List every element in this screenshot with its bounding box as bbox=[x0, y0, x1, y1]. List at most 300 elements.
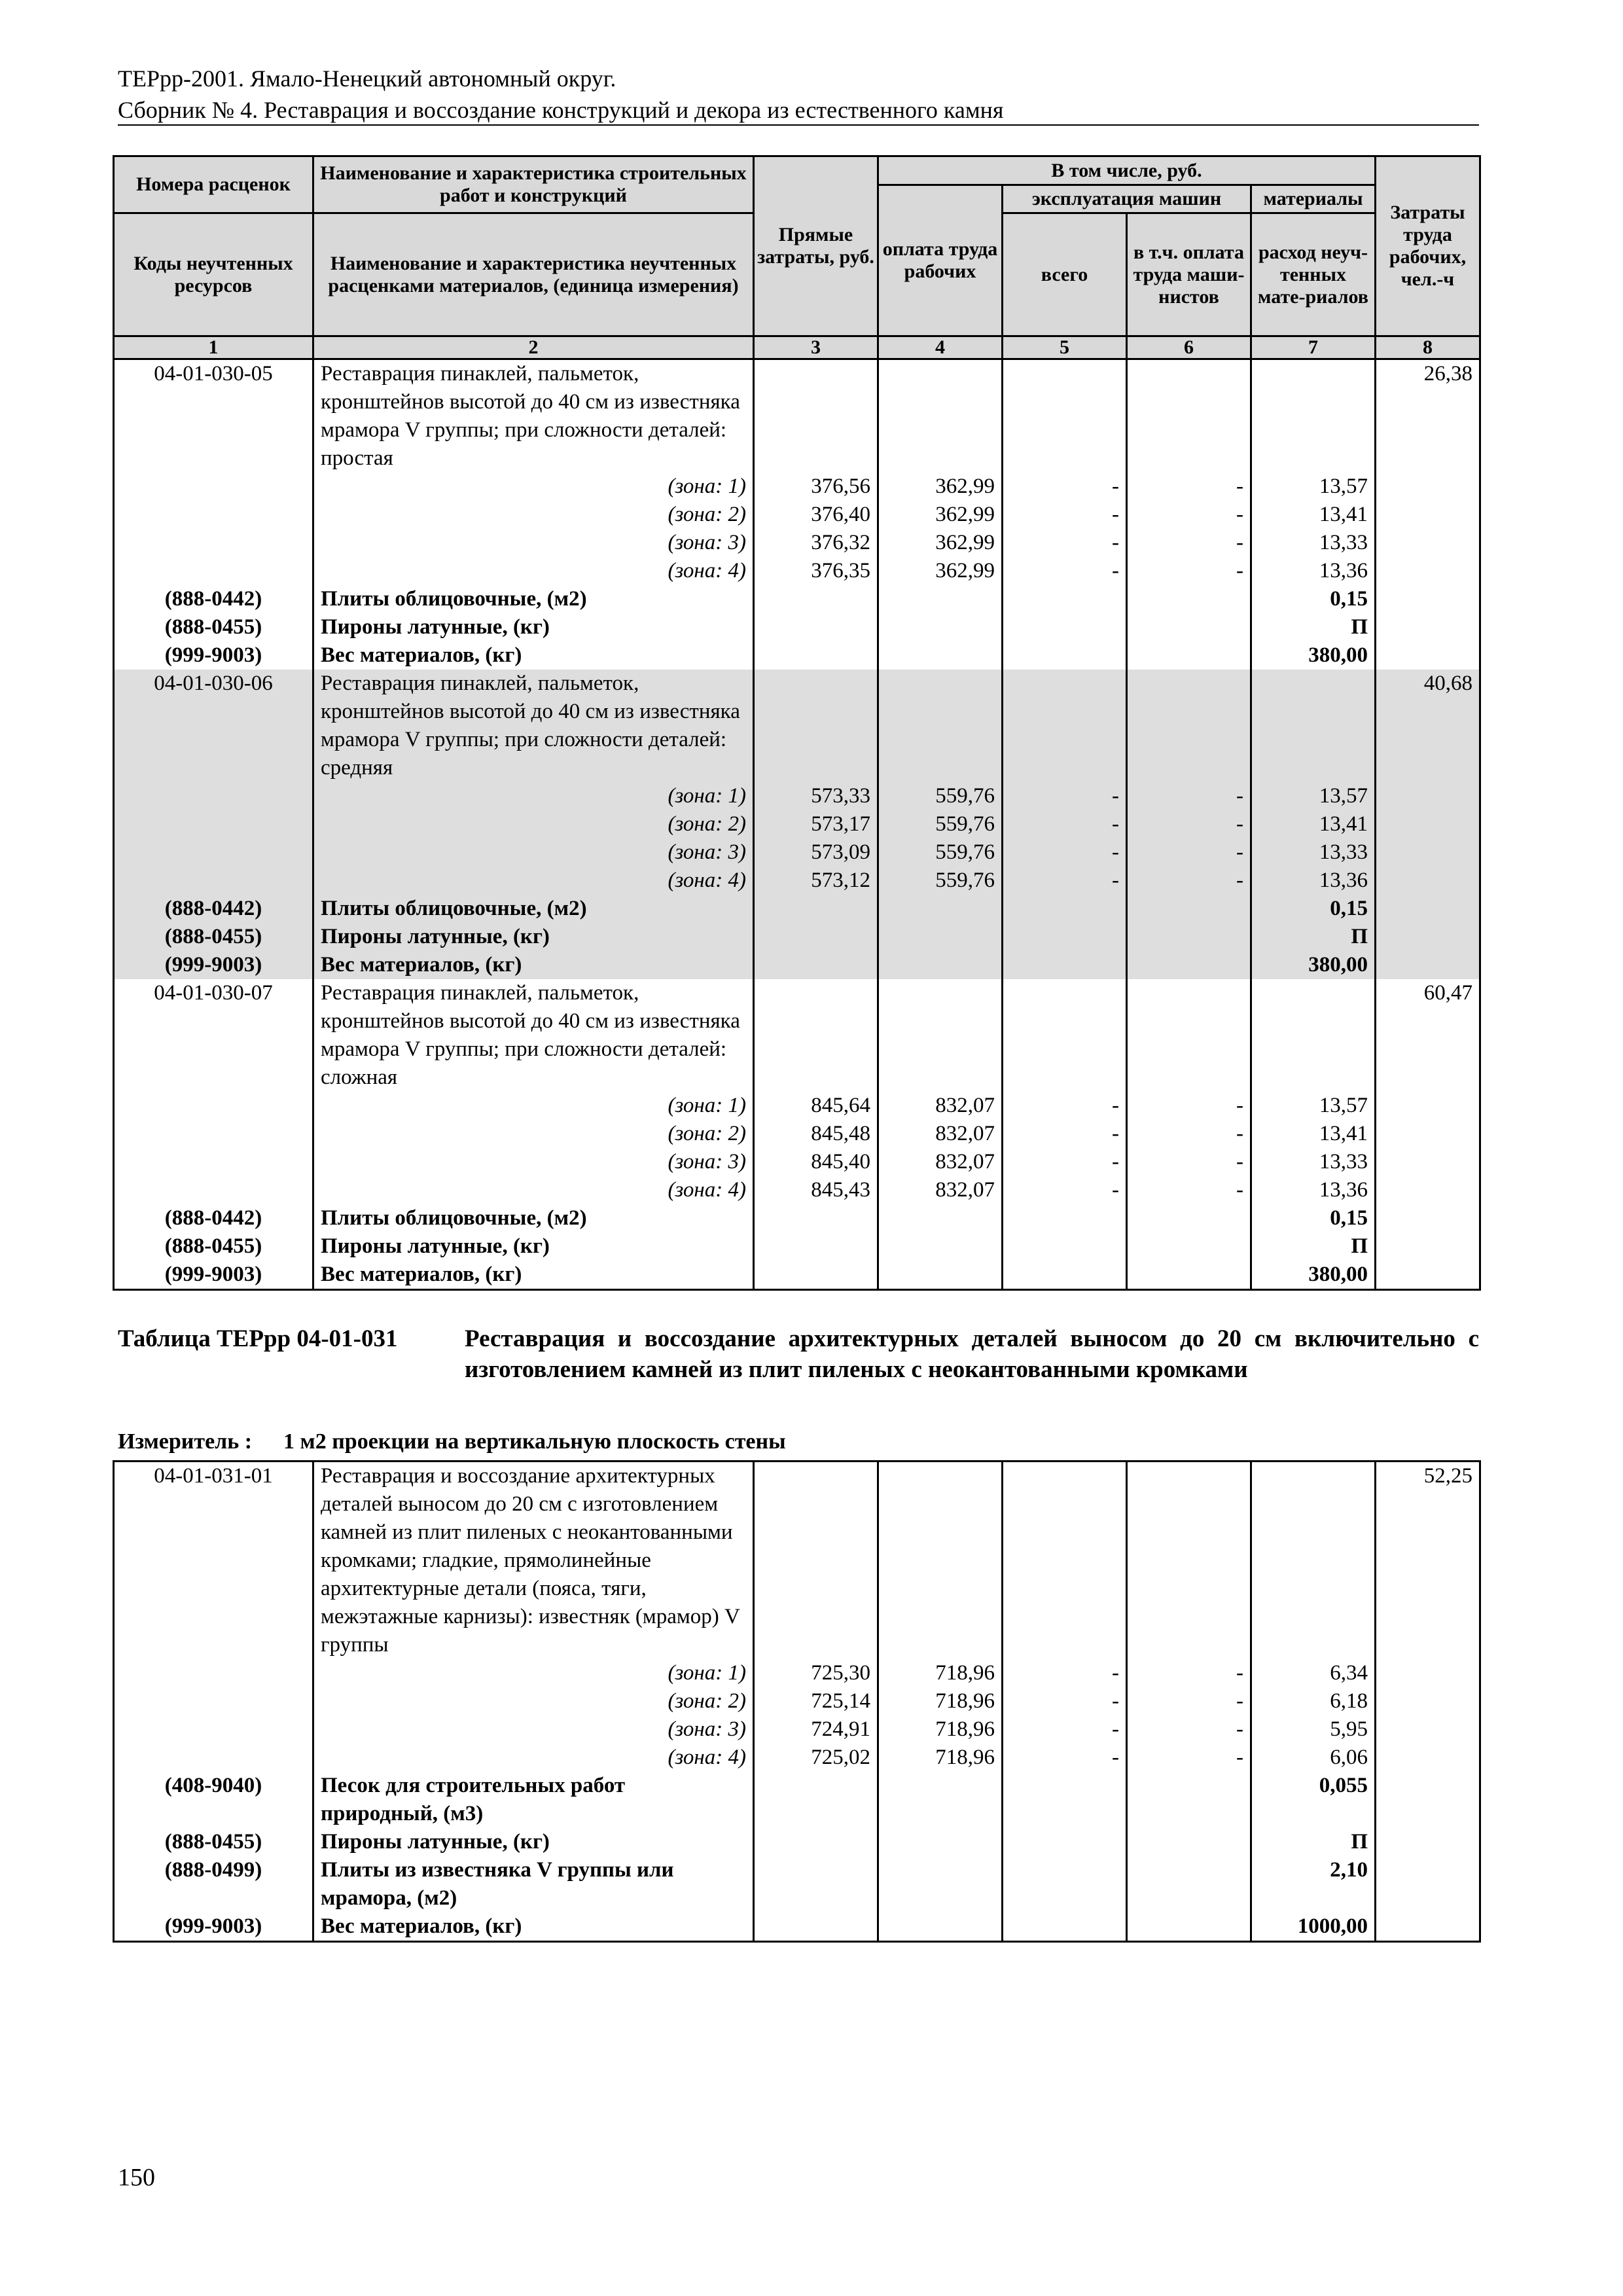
empty-cell bbox=[1127, 670, 1251, 782]
table-row bbox=[114, 1261, 1480, 1290]
table-row bbox=[114, 585, 1480, 613]
empty-cell bbox=[114, 838, 313, 867]
materials-cost: 13,41 bbox=[1251, 501, 1376, 529]
empty-cell bbox=[754, 923, 878, 951]
empty-cell bbox=[1003, 359, 1127, 473]
direct-cost: 725,02 bbox=[754, 1744, 878, 1772]
materials-cost: 13,57 bbox=[1251, 1092, 1376, 1120]
rate-code: 04-01-030-05 bbox=[114, 359, 313, 473]
empty-cell bbox=[114, 557, 313, 585]
col-name-header: Наименование и характеристика строительных работ и конструкций bbox=[313, 156, 754, 213]
empty-cell bbox=[754, 670, 878, 782]
resource-code: (888-0455) bbox=[114, 613, 313, 641]
table-row bbox=[114, 979, 1480, 1092]
table-row bbox=[114, 838, 1480, 867]
col-rates-header: Номера расценок bbox=[114, 156, 313, 213]
machine-total: - bbox=[1003, 557, 1127, 585]
labor-cost: 60,47 bbox=[1376, 979, 1480, 1092]
wage-cost: 362,99 bbox=[878, 473, 1003, 501]
machine-wage: - bbox=[1127, 1120, 1251, 1148]
empty-cell bbox=[1376, 557, 1480, 585]
resource-name: Вес материалов, (кг) bbox=[313, 951, 754, 979]
zone-label: (зона: 2) bbox=[313, 1120, 754, 1148]
table-row bbox=[114, 810, 1480, 838]
empty-cell bbox=[1127, 895, 1251, 923]
empty-cell bbox=[878, 1772, 1003, 1828]
resource-consumption: 380,00 bbox=[1251, 641, 1376, 670]
empty-cell bbox=[1003, 1232, 1127, 1261]
header-rule bbox=[118, 124, 1479, 126]
materials-cost: 13,36 bbox=[1251, 1176, 1376, 1204]
direct-cost: 845,48 bbox=[754, 1120, 878, 1148]
machine-wage: - bbox=[1127, 1744, 1251, 1772]
col-direct-header: Прямые затраты, руб. bbox=[754, 156, 878, 336]
empty-cell bbox=[1251, 670, 1376, 782]
empty-cell bbox=[114, 1120, 313, 1148]
empty-cell bbox=[1003, 979, 1127, 1092]
empty-cell bbox=[1003, 641, 1127, 670]
empty-cell bbox=[878, 613, 1003, 641]
machine-wage: - bbox=[1127, 473, 1251, 501]
empty-cell bbox=[878, 359, 1003, 473]
empty-cell bbox=[114, 1148, 313, 1176]
machine-wage: - bbox=[1127, 529, 1251, 557]
direct-cost: 376,35 bbox=[754, 557, 878, 585]
empty-cell bbox=[1376, 1912, 1480, 1942]
machine-wage: - bbox=[1127, 1148, 1251, 1176]
materials-cost: 13,57 bbox=[1251, 473, 1376, 501]
empty-cell bbox=[1376, 1204, 1480, 1232]
empty-cell bbox=[1376, 951, 1480, 979]
empty-cell bbox=[114, 529, 313, 557]
header-line-2: Сборник № 4. Реставрация и воссоздание конструкций и декора из естественного камня bbox=[118, 97, 1004, 123]
materials-cost: 13,36 bbox=[1251, 867, 1376, 895]
table-row bbox=[114, 895, 1480, 923]
table-row bbox=[114, 951, 1480, 979]
machine-wage: - bbox=[1127, 501, 1251, 529]
empty-cell bbox=[878, 979, 1003, 1092]
empty-cell bbox=[1376, 1772, 1480, 1828]
wage-cost: 718,96 bbox=[878, 1744, 1003, 1772]
empty-cell bbox=[878, 641, 1003, 670]
labor-cost: 26,38 bbox=[1376, 359, 1480, 473]
empty-cell bbox=[878, 951, 1003, 979]
table-row bbox=[114, 1120, 1480, 1148]
resource-name: Пироны латунные, (кг) bbox=[313, 1232, 754, 1261]
empty-cell bbox=[754, 1232, 878, 1261]
empty-cell bbox=[1003, 1261, 1127, 1290]
table-row bbox=[114, 867, 1480, 895]
machine-total: - bbox=[1003, 1120, 1127, 1148]
zone-label: (зона: 1) bbox=[313, 473, 754, 501]
empty-cell bbox=[1376, 1659, 1480, 1687]
zone-label: (зона: 1) bbox=[313, 1092, 754, 1120]
table-row bbox=[114, 1148, 1480, 1176]
resource-name: Плиты облицовочные, (м2) bbox=[313, 585, 754, 613]
empty-cell bbox=[1127, 1462, 1251, 1660]
machine-wage: - bbox=[1127, 557, 1251, 585]
machine-total: - bbox=[1003, 1744, 1127, 1772]
table-row bbox=[114, 557, 1480, 585]
materials-cost: 13,57 bbox=[1251, 782, 1376, 810]
empty-cell bbox=[754, 1772, 878, 1828]
empty-cell bbox=[1376, 1715, 1480, 1744]
empty-cell bbox=[754, 979, 878, 1092]
zone-label: (зона: 3) bbox=[313, 1148, 754, 1176]
resource-code: (888-0499) bbox=[114, 1856, 313, 1912]
zone-label: (зона: 2) bbox=[313, 810, 754, 838]
empty-cell bbox=[1127, 1232, 1251, 1261]
resource-code: (888-0455) bbox=[114, 923, 313, 951]
empty-cell bbox=[1376, 895, 1480, 923]
machine-wage: - bbox=[1127, 1715, 1251, 1744]
resource-name: Пироны латунные, (кг) bbox=[313, 613, 754, 641]
empty-cell bbox=[1003, 951, 1127, 979]
wage-cost: 362,99 bbox=[878, 529, 1003, 557]
machine-total: - bbox=[1003, 501, 1127, 529]
empty-cell bbox=[1127, 1772, 1251, 1828]
wage-cost: 559,76 bbox=[878, 838, 1003, 867]
rate-name: Реставрация пинаклей, пальметок, кронштейнов высотой до 40 см из известняка мрамора V группы; при сложности деталей: простая bbox=[313, 359, 754, 473]
resource-name: Плиты облицовочные, (м2) bbox=[313, 1204, 754, 1232]
direct-cost: 573,33 bbox=[754, 782, 878, 810]
materials-cost: 6,18 bbox=[1251, 1687, 1376, 1715]
empty-cell bbox=[754, 585, 878, 613]
empty-cell bbox=[754, 359, 878, 473]
resource-name: Песок для строительных работ природный, (м3) bbox=[313, 1772, 754, 1828]
table-row bbox=[114, 1659, 1480, 1687]
zone-label: (зона: 2) bbox=[313, 501, 754, 529]
empty-cell bbox=[1127, 641, 1251, 670]
empty-cell bbox=[754, 951, 878, 979]
direct-cost: 573,17 bbox=[754, 810, 878, 838]
empty-cell bbox=[1127, 1204, 1251, 1232]
empty-cell bbox=[1376, 1148, 1480, 1176]
wage-cost: 559,76 bbox=[878, 782, 1003, 810]
empty-cell bbox=[1127, 585, 1251, 613]
materials-cost: 6,06 bbox=[1251, 1744, 1376, 1772]
empty-cell bbox=[754, 613, 878, 641]
materials-cost: 13,33 bbox=[1251, 1148, 1376, 1176]
empty-cell bbox=[114, 1092, 313, 1120]
table-row bbox=[114, 473, 1480, 501]
empty-cell bbox=[1127, 1828, 1251, 1856]
materials-cost: 13,33 bbox=[1251, 838, 1376, 867]
resource-code: (999-9003) bbox=[114, 1261, 313, 1290]
page-number: 150 bbox=[118, 2164, 155, 2191]
empty-cell bbox=[1376, 867, 1480, 895]
zone-label: (зона: 2) bbox=[313, 1687, 754, 1715]
empty-cell bbox=[1251, 359, 1376, 473]
empty-cell bbox=[114, 1715, 313, 1744]
col-name2-header: Наименование и характеристика неучтенных расценками материалов, (единица измерения) bbox=[313, 213, 754, 336]
empty-cell bbox=[114, 867, 313, 895]
machine-total: - bbox=[1003, 1176, 1127, 1204]
col-machine-header: эксплуатация машин bbox=[1003, 185, 1251, 213]
wage-cost: 718,96 bbox=[878, 1687, 1003, 1715]
empty-cell bbox=[1376, 838, 1480, 867]
rate-code: 04-01-030-07 bbox=[114, 979, 313, 1092]
empty-cell bbox=[1003, 1772, 1127, 1828]
empty-cell bbox=[1003, 1462, 1127, 1660]
table-row bbox=[114, 1092, 1480, 1120]
empty-cell bbox=[1376, 1687, 1480, 1715]
resource-name: Плиты из известняка V группы или мрамора, (м2) bbox=[313, 1856, 754, 1912]
resource-consumption: 0,15 bbox=[1251, 585, 1376, 613]
empty-cell bbox=[1376, 782, 1480, 810]
table-row bbox=[114, 1204, 1480, 1232]
col-labor-header: Затраты труда рабочих, чел.-ч bbox=[1376, 156, 1480, 336]
empty-cell bbox=[114, 501, 313, 529]
resource-consumption: 0,055 bbox=[1251, 1772, 1376, 1828]
direct-cost: 845,40 bbox=[754, 1148, 878, 1176]
empty-cell bbox=[114, 1176, 313, 1204]
zone-label: (зона: 4) bbox=[313, 1744, 754, 1772]
table-row bbox=[114, 1176, 1480, 1204]
direct-cost: 376,56 bbox=[754, 473, 878, 501]
materials-cost: 13,33 bbox=[1251, 529, 1376, 557]
empty-cell bbox=[1376, 1828, 1480, 1856]
resource-code: (888-0442) bbox=[114, 895, 313, 923]
col-num-2: 2 bbox=[313, 336, 754, 359]
table-row bbox=[114, 782, 1480, 810]
resource-consumption: 380,00 bbox=[1251, 1261, 1376, 1290]
empty-cell bbox=[1376, 501, 1480, 529]
empty-cell bbox=[878, 670, 1003, 782]
empty-cell bbox=[754, 1462, 878, 1660]
machine-wage: - bbox=[1127, 810, 1251, 838]
resource-name: Вес материалов, (кг) bbox=[313, 1261, 754, 1290]
rates-table-2 bbox=[113, 1460, 1481, 1943]
machine-total: - bbox=[1003, 838, 1127, 867]
empty-cell bbox=[878, 1204, 1003, 1232]
table-row bbox=[114, 1912, 1480, 1942]
empty-cell bbox=[1003, 670, 1127, 782]
empty-cell bbox=[1003, 613, 1127, 641]
table-row bbox=[114, 1772, 1480, 1828]
empty-cell bbox=[1003, 1856, 1127, 1912]
machine-wage: - bbox=[1127, 1687, 1251, 1715]
materials-cost: 13,36 bbox=[1251, 557, 1376, 585]
col-total-header: всего bbox=[1003, 213, 1127, 336]
empty-cell bbox=[1376, 613, 1480, 641]
table-row bbox=[114, 670, 1480, 782]
rates-table-1 bbox=[113, 155, 1481, 1291]
materials-cost: 5,95 bbox=[1251, 1715, 1376, 1744]
machine-wage: - bbox=[1127, 838, 1251, 867]
wage-cost: 832,07 bbox=[878, 1092, 1003, 1120]
resource-consumption: П bbox=[1251, 1232, 1376, 1261]
empty-cell bbox=[1251, 979, 1376, 1092]
zone-label: (зона: 4) bbox=[313, 557, 754, 585]
empty-cell bbox=[1127, 359, 1251, 473]
wage-cost: 832,07 bbox=[878, 1120, 1003, 1148]
machine-total: - bbox=[1003, 1687, 1127, 1715]
rate-name: Реставрация пинаклей, пальметок, кронштейнов высотой до 40 см из известняка мрамора V группы; при сложности деталей: сложная bbox=[313, 979, 754, 1092]
materials-cost: 13,41 bbox=[1251, 1120, 1376, 1148]
col-codes-header: Коды неучтенных ресурсов bbox=[114, 213, 313, 336]
resource-code: (888-0442) bbox=[114, 1204, 313, 1232]
table-row bbox=[114, 641, 1480, 670]
empty-cell bbox=[1003, 1204, 1127, 1232]
resource-code: (999-9003) bbox=[114, 951, 313, 979]
rate-code: 04-01-030-06 bbox=[114, 670, 313, 782]
zone-label: (зона: 3) bbox=[313, 529, 754, 557]
empty-cell bbox=[1003, 1912, 1127, 1942]
empty-cell bbox=[114, 810, 313, 838]
empty-cell bbox=[114, 473, 313, 501]
col-materials-header: материалы bbox=[1251, 185, 1376, 213]
empty-cell bbox=[1003, 895, 1127, 923]
machine-wage: - bbox=[1127, 782, 1251, 810]
direct-cost: 725,14 bbox=[754, 1687, 878, 1715]
table-row bbox=[114, 923, 1480, 951]
empty-cell bbox=[754, 895, 878, 923]
table-row bbox=[114, 1856, 1480, 1912]
labor-cost: 52,25 bbox=[1376, 1462, 1480, 1660]
measure-line bbox=[118, 1428, 786, 1456]
empty-cell bbox=[1003, 923, 1127, 951]
empty-cell bbox=[1376, 1856, 1480, 1912]
empty-cell bbox=[1376, 529, 1480, 557]
empty-cell bbox=[1376, 923, 1480, 951]
empty-cell bbox=[1251, 1462, 1376, 1660]
zone-label: (зона: 3) bbox=[313, 838, 754, 867]
empty-cell bbox=[1127, 1912, 1251, 1942]
wage-cost: 718,96 bbox=[878, 1659, 1003, 1687]
resource-name: Пироны латунные, (кг) bbox=[313, 923, 754, 951]
empty-cell bbox=[754, 1828, 878, 1856]
empty-cell bbox=[1376, 1176, 1480, 1204]
col-num-6: 6 bbox=[1127, 336, 1251, 359]
rate-name: Реставрация и воссоздание архитектурных деталей выносом до 20 см с изготовлением камней из плит пиленых с неокантованными кромками; гладкие, прямолинейные архитектурные детали (пояса, тяги, межэтажные карнизы): известняк (мрамор) V группы bbox=[313, 1462, 754, 1660]
materials-cost: 13,41 bbox=[1251, 810, 1376, 838]
zone-label: (зона: 1) bbox=[313, 1659, 754, 1687]
empty-cell bbox=[754, 1261, 878, 1290]
empty-cell bbox=[878, 585, 1003, 613]
resource-code: (888-0455) bbox=[114, 1232, 313, 1261]
empty-cell bbox=[878, 923, 1003, 951]
wage-cost: 718,96 bbox=[878, 1715, 1003, 1744]
col-wage-header: оплата труда рабочих bbox=[878, 185, 1003, 336]
machine-total: - bbox=[1003, 529, 1127, 557]
direct-cost: 573,12 bbox=[754, 867, 878, 895]
empty-cell bbox=[1003, 1828, 1127, 1856]
empty-cell bbox=[1376, 1261, 1480, 1290]
empty-cell bbox=[1376, 1232, 1480, 1261]
empty-cell bbox=[1127, 1261, 1251, 1290]
table-row bbox=[114, 1744, 1480, 1772]
empty-cell bbox=[878, 1232, 1003, 1261]
empty-cell bbox=[1127, 951, 1251, 979]
empty-cell bbox=[1376, 473, 1480, 501]
table-row bbox=[114, 1828, 1480, 1856]
rate-code: 04-01-031-01 bbox=[114, 1462, 313, 1660]
machine-wage: - bbox=[1127, 1176, 1251, 1204]
table-row bbox=[114, 501, 1480, 529]
col-incl-wage-header: в т.ч. оплата труда маши-нистов bbox=[1127, 213, 1251, 336]
col-num-5: 5 bbox=[1003, 336, 1127, 359]
empty-cell bbox=[754, 1912, 878, 1942]
col-num-7: 7 bbox=[1251, 336, 1376, 359]
wage-cost: 832,07 bbox=[878, 1176, 1003, 1204]
resource-code: (888-0442) bbox=[114, 585, 313, 613]
direct-cost: 724,91 bbox=[754, 1715, 878, 1744]
direct-cost: 725,30 bbox=[754, 1659, 878, 1687]
empty-cell bbox=[754, 641, 878, 670]
resource-name: Плиты облицовочные, (м2) bbox=[313, 895, 754, 923]
resource-consumption: П bbox=[1251, 923, 1376, 951]
empty-cell bbox=[1127, 613, 1251, 641]
table-row bbox=[114, 1687, 1480, 1715]
col-num-3: 3 bbox=[754, 336, 878, 359]
machine-total: - bbox=[1003, 810, 1127, 838]
direct-cost: 376,40 bbox=[754, 501, 878, 529]
resource-name: Вес материалов, (кг) bbox=[313, 641, 754, 670]
empty-cell bbox=[878, 1261, 1003, 1290]
empty-cell bbox=[114, 782, 313, 810]
machine-total: - bbox=[1003, 1148, 1127, 1176]
machine-total: - bbox=[1003, 782, 1127, 810]
machine-wage: - bbox=[1127, 867, 1251, 895]
empty-cell bbox=[114, 1687, 313, 1715]
resource-name: Пироны латунные, (кг) bbox=[313, 1828, 754, 1856]
empty-cell bbox=[878, 1828, 1003, 1856]
col-consump-header: расход неуч-тенных мате-риалов bbox=[1251, 213, 1376, 336]
machine-total: - bbox=[1003, 1715, 1127, 1744]
machine-total: - bbox=[1003, 1659, 1127, 1687]
wage-cost: 832,07 bbox=[878, 1148, 1003, 1176]
zone-label: (зона: 3) bbox=[313, 1715, 754, 1744]
empty-cell bbox=[114, 1659, 313, 1687]
table-title-label: Таблица ТЕРрр 04-01-031 bbox=[118, 1325, 398, 1352]
resource-consumption: 2,10 bbox=[1251, 1856, 1376, 1912]
empty-cell bbox=[1127, 1856, 1251, 1912]
table-row bbox=[114, 1715, 1480, 1744]
direct-cost: 573,09 bbox=[754, 838, 878, 867]
rate-name: Реставрация пинаклей, пальметок, кронштейнов высотой до 40 см из известняка мрамора V группы; при сложности деталей: средняя bbox=[313, 670, 754, 782]
resource-code: (999-9003) bbox=[114, 1912, 313, 1942]
empty-cell bbox=[754, 1856, 878, 1912]
resource-consumption: 0,15 bbox=[1251, 895, 1376, 923]
col-num-8: 8 bbox=[1376, 336, 1480, 359]
empty-cell bbox=[1127, 923, 1251, 951]
empty-cell bbox=[1127, 979, 1251, 1092]
measure-label: Измеритель : bbox=[118, 1429, 253, 1454]
table-row bbox=[114, 529, 1480, 557]
machine-wage: - bbox=[1127, 1659, 1251, 1687]
empty-cell bbox=[1376, 1744, 1480, 1772]
table-row bbox=[114, 613, 1480, 641]
machine-wage: - bbox=[1127, 1092, 1251, 1120]
resource-consumption: П bbox=[1251, 1828, 1376, 1856]
measure-value: 1 м2 проекции на вертикальную плоскость стены bbox=[283, 1429, 786, 1454]
resource-consumption: 1000,00 bbox=[1251, 1912, 1376, 1942]
resource-consumption: 380,00 bbox=[1251, 951, 1376, 979]
resource-consumption: П bbox=[1251, 613, 1376, 641]
wage-cost: 559,76 bbox=[878, 867, 1003, 895]
empty-cell bbox=[1376, 810, 1480, 838]
direct-cost: 845,64 bbox=[754, 1092, 878, 1120]
empty-cell bbox=[878, 1912, 1003, 1942]
col-incl-header: В том числе, руб. bbox=[878, 156, 1376, 185]
header-line-1: ТЕРрр-2001. Ямало-Ненецкий автономный округ. bbox=[118, 65, 616, 92]
empty-cell bbox=[878, 1462, 1003, 1660]
machine-total: - bbox=[1003, 473, 1127, 501]
wage-cost: 362,99 bbox=[878, 557, 1003, 585]
direct-cost: 376,32 bbox=[754, 529, 878, 557]
empty-cell bbox=[114, 1744, 313, 1772]
